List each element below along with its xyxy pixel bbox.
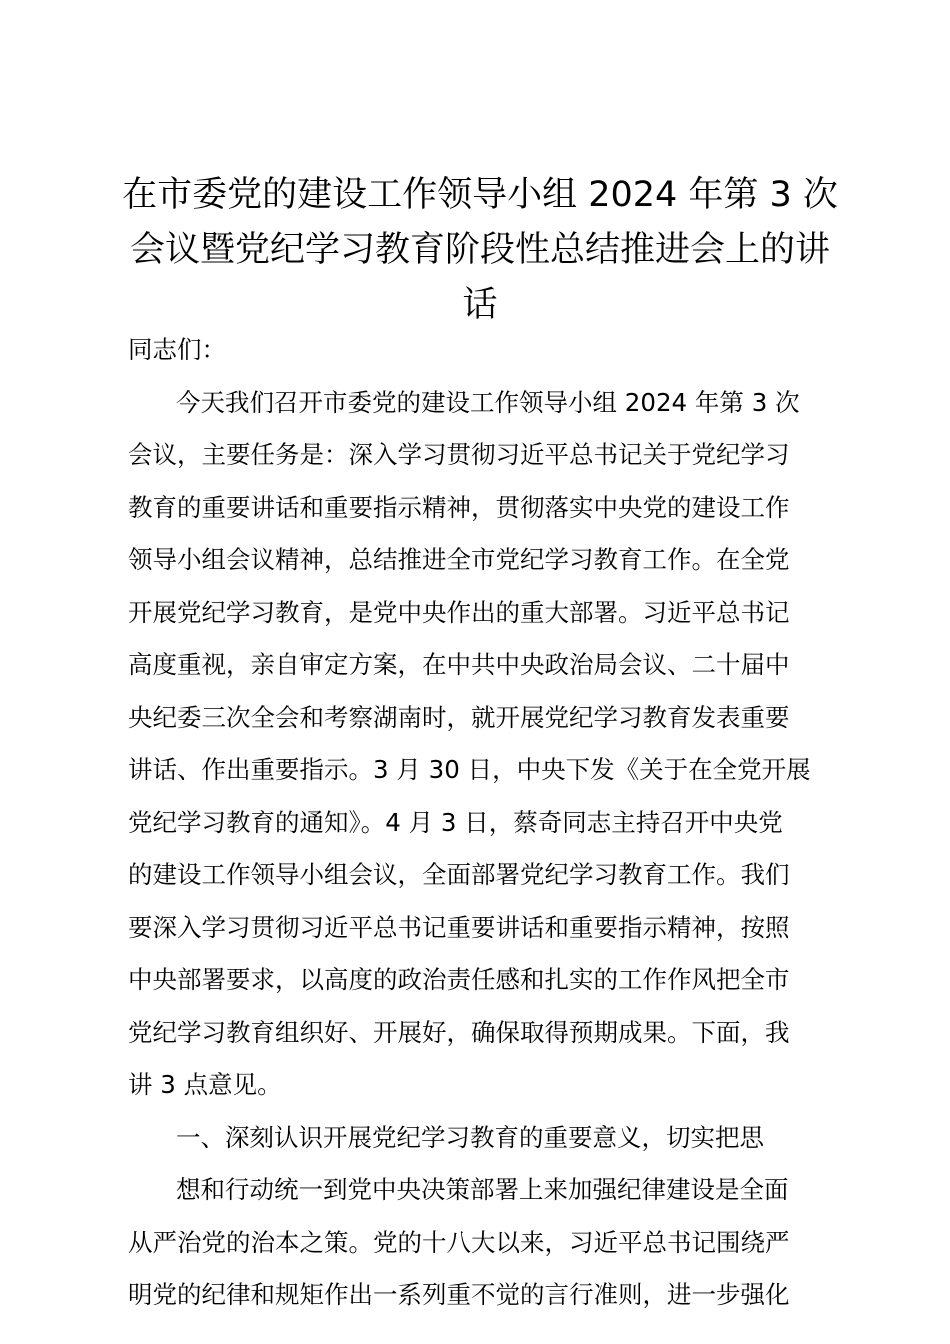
text-line: 想和行动统一到党中央决策部署上来加强纪律建设是全面 [176, 1175, 789, 1204]
text-line: 央纪委三次全会和考察湖南时，就开展党纪学习教育发表重要 [128, 702, 790, 732]
text-line: 开展党纪学习教育，是党中央作出的重大部署。习近平总书记 [128, 597, 790, 627]
title-line: 话 [462, 285, 498, 325]
salutation: 同志们： [128, 335, 226, 364]
text-line: 高度重视，亲自审定方案，在中共中央政治局会议、二十届中 [128, 650, 790, 679]
document-body [128, 324, 848, 1322]
text-line: 今天我们召开市委党的建设工作领导小组 2024 年第 3 次 [176, 387, 800, 417]
text-line: 领导小组会议精神，总结推进全市党纪学习教育工作。在全党 [128, 545, 790, 574]
text-line: 讲 3 点意见。 [128, 1070, 282, 1099]
title-line: 会议暨党纪学习教育阶段性总结推进会上的讲 [129, 230, 830, 270]
paragraph-intro [128, 377, 848, 1112]
text-line: 教育的重要讲话和重要指示精神，贯彻落实中央党的建设工作 [128, 492, 790, 522]
text-line: 会议，主要任务是：深入学习贯彻习近平总书记关于党纪学习 [128, 440, 790, 469]
title-line: 在市委党的建设工作领导小组 2024 年第 3 次 [122, 175, 838, 215]
paragraph-section-one [128, 1164, 848, 1322]
text-line: 的建设工作领导小组会议，全面部署党纪学习教育工作。我们 [128, 860, 790, 889]
text-line: 讲话、作出重要指示。3 月 30 日，中央下发《关于在全党开展 [128, 755, 811, 784]
text-line: 中央部署要求，以高度的政治责任感和扎实的工作作风把全市 [128, 965, 790, 994]
text-line: 要深入学习贯彻习近平总书记重要讲话和重要指示精神，按照 [128, 912, 790, 942]
document-title [110, 168, 850, 333]
text-line: 党纪学习教育组织好、开展好，确保取得预期成果。下面，我 [128, 1017, 790, 1047]
text-line: 明党的纪律和规矩作出一系列重不觉的言行准则，进一步强化 [128, 1280, 790, 1309]
section-heading: 一、深刻认识开展党纪学习教育的重要意义，切实把思 [176, 1122, 764, 1152]
text-line: 从严治党的治本之策。党的十八大以来，习近平总书记围绕严 [128, 1227, 790, 1257]
text-line: 党纪学习教育的通知》。4 月 3 日，蔡奇同志主持召开中央党 [128, 807, 783, 837]
